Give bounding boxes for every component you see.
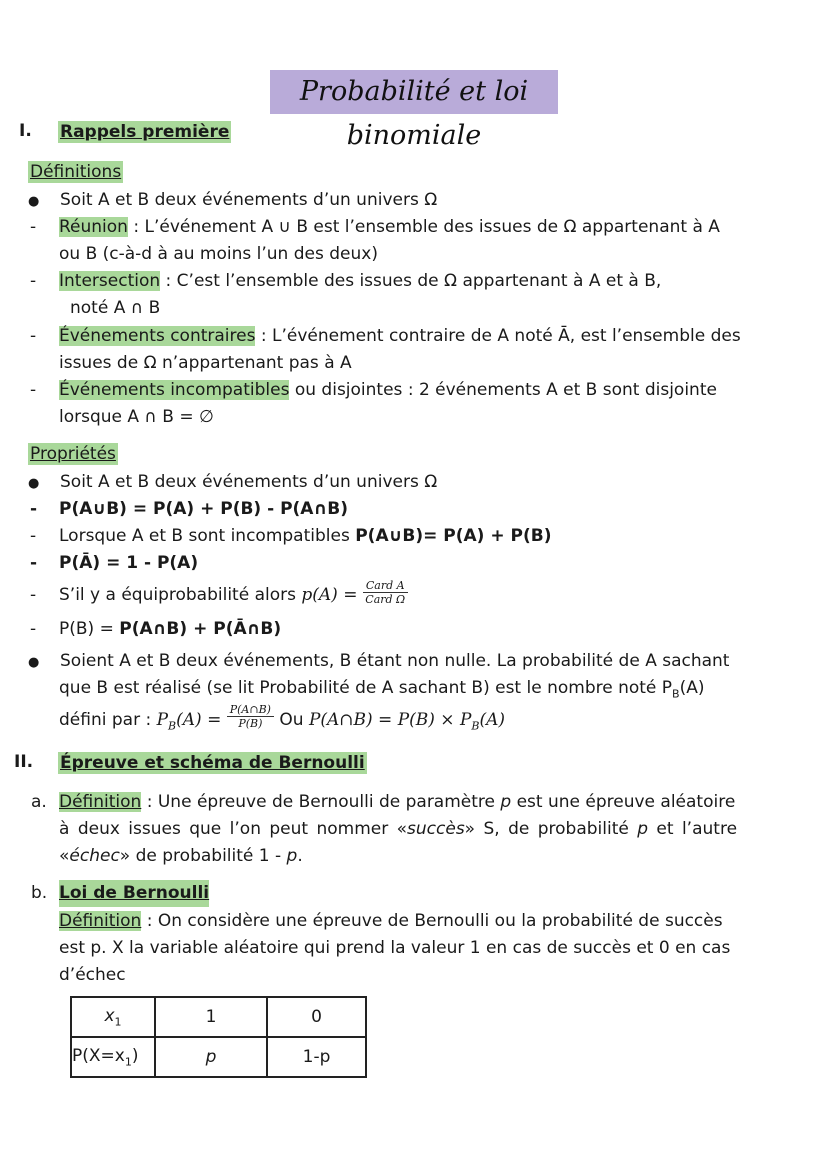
- prob-label-text: P(X=x: [72, 1045, 125, 1066]
- bernoulli-b-text-1: : On considère une épreuve de Bernoulli ou la probabilité de succès: [141, 911, 723, 931]
- bullet-icon: ●: [28, 476, 40, 491]
- dash-icon: -: [30, 326, 37, 346]
- card-fraction: [363, 579, 408, 606]
- prob-label-subscript: 1: [124, 1055, 132, 1069]
- dash-icon: -: [30, 619, 37, 639]
- prop-line-univers: [28, 469, 438, 497]
- incompatibles-prop-text: Lorsque A et B sont incompatibles: [59, 526, 356, 546]
- bernoulli-a-text-1: : Une épreuve de Bernoulli de paramètre: [141, 792, 501, 812]
- table-row: [71, 997, 366, 1037]
- x-label: x: [104, 1005, 115, 1026]
- contraires-continuation: issues de Ω n’appartenant pas à A: [59, 353, 352, 373]
- def-univers-text: Soit A et B deux événements d’un univers Ω: [60, 190, 438, 210]
- pb-symbol: P: [156, 710, 169, 730]
- bernoulli-b-line-2: est p. X la variable aléatoire qui prend la valeur 1 en cas de succès et 0 en cas: [59, 938, 731, 958]
- conditional-subscript: B: [672, 687, 680, 701]
- bullet-icon: ●: [28, 194, 40, 209]
- bernoulli-b-heading-line: [31, 880, 210, 907]
- pb-subscript: B: [168, 719, 177, 733]
- incompatibles-continuation: lorsque A ∩ B = ∅: [59, 407, 214, 427]
- total-prob-rhs: P(A∩B) + P(Ā∩B): [119, 619, 282, 639]
- param-p: p: [500, 792, 512, 812]
- contraires-term: Événements contraires: [59, 326, 256, 346]
- bernoulli-a-text-3c: .: [297, 846, 303, 866]
- conditional-line-2: [59, 675, 705, 707]
- bernoulli-b-title: Loi de Bernoulli: [59, 880, 209, 907]
- incompatibles-term: Événements incompatibles: [59, 380, 290, 400]
- section-2-number: II.: [14, 752, 34, 772]
- union-formula: P(A∪B) = P(A) + P(B) - P(A∩B): [59, 499, 348, 519]
- echec-word: échec: [69, 846, 120, 866]
- product-formula-end: (A): [479, 710, 506, 730]
- x-subscript: 1: [114, 1015, 122, 1029]
- table-cell-1-p: 1-p: [267, 1037, 366, 1077]
- param-p-2: p: [637, 819, 649, 839]
- complement-formula: P(Ā) = 1 - P(A): [59, 553, 199, 573]
- bernoulli-b-term: Définition: [59, 911, 142, 931]
- contraires-text: : L’événement contraire de A noté Ā, est l’ensemble des: [255, 326, 741, 346]
- product-formula: P(A∩B) = P(B) × P: [308, 710, 472, 730]
- intersection-text: : C’est l’ensemble des issues de Ω appartenant à A et à B,: [160, 271, 662, 291]
- param-p-3: p: [286, 846, 298, 866]
- table-row: [71, 1037, 366, 1077]
- conditional-text-2: que B est réalisé (se lit Probabilité de A sachant B) est le nombre noté P: [59, 678, 673, 698]
- bernoulli-a-text-3a: «: [59, 846, 70, 866]
- table-header-1: 1: [155, 997, 267, 1037]
- table-header-0: 0: [267, 997, 366, 1037]
- bernoulli-a-text-2b: » S, de probabilité: [464, 819, 638, 839]
- prop-line-total-probability: [30, 616, 282, 643]
- bernoulli-a-text-2c: et l’autre: [648, 819, 738, 839]
- bernoulli-table: [70, 996, 367, 1078]
- dash-icon: -: [30, 585, 37, 605]
- bernoulli-a-text-2: à deux issues que l’on peut nommer «: [59, 819, 408, 839]
- incompatibles-text: ou disjointes : 2 événements A et B sont disjointe: [289, 380, 717, 400]
- prop-line-complement: [30, 550, 199, 577]
- def-line-univers: [28, 187, 438, 215]
- product-subscript: B: [471, 719, 480, 733]
- pb-a-equals: (A) =: [176, 710, 227, 730]
- table-header-x: [71, 997, 155, 1037]
- bernoulli-a-text-1b: est une épreuve aléatoire: [511, 792, 736, 812]
- section-1-title: Rappels première: [60, 122, 230, 142]
- conditional-numerator: P(A∩B): [227, 703, 274, 717]
- table-prob-label: [71, 1037, 155, 1077]
- properties-heading: Propriétés: [30, 444, 116, 464]
- table-cell-p: [155, 1037, 267, 1077]
- conditional-denominator: P(B): [238, 716, 263, 730]
- item-a-letter: a.: [31, 792, 47, 812]
- conditional-pba: (A): [679, 678, 705, 698]
- card-denominator: Card Ω: [365, 592, 406, 606]
- dash-icon: -: [30, 553, 38, 573]
- equiprobability-pa: p(A): [301, 585, 338, 605]
- bernoulli-b-line-3: d’échec: [59, 965, 126, 985]
- p-value: p: [205, 1047, 217, 1067]
- dash-icon: -: [30, 526, 37, 546]
- reunion-term: Réunion: [59, 217, 128, 237]
- def-line-intersection: [30, 268, 662, 295]
- def-line-incompatibles: [30, 377, 717, 404]
- bullet-icon: ●: [28, 655, 40, 670]
- def-line-contraires: [30, 323, 741, 350]
- card-numerator: Card A: [363, 579, 408, 593]
- equiprobability-equals: =: [337, 585, 363, 605]
- defini-par-text: défini par :: [59, 710, 157, 730]
- ou-text: Ou: [273, 710, 309, 730]
- section-1-number: I.: [19, 121, 32, 141]
- bernoulli-a-line-2: [59, 816, 737, 843]
- reunion-continuation: ou B (c-à-d à au moins l’un des deux): [59, 244, 378, 264]
- dash-icon: -: [30, 217, 37, 237]
- section-2-title: Épreuve et schéma de Bernoulli: [60, 753, 365, 773]
- dash-icon: -: [30, 271, 37, 291]
- succes-word: succès: [407, 819, 465, 839]
- prob-label-end: ): [131, 1045, 139, 1066]
- total-prob-lhs: P(B) =: [59, 619, 120, 639]
- intersection-continuation: noté A ∩ B: [70, 298, 161, 318]
- dash-icon: -: [30, 499, 38, 519]
- page-title: Probabilité et loi binomiale: [270, 70, 558, 114]
- reunion-text: : L’événement A ∪ B est l’ensemble des issues de Ω appartenant à A: [127, 217, 720, 237]
- bernoulli-a-line-1: [31, 789, 736, 816]
- conditional-fraction: [227, 703, 274, 730]
- prop-line-incompatibles: [30, 523, 552, 550]
- prop-line-union-formula: [30, 496, 348, 523]
- prop-line-conditional: [28, 648, 730, 676]
- bernoulli-b-line-1: [59, 908, 723, 935]
- conditional-text-1: Soient A et B deux événements, B étant non nulle. La probabilité de A sachant: [60, 651, 730, 671]
- intersection-term: Intersection: [59, 271, 161, 291]
- def-line-reunion: [30, 214, 720, 241]
- bernoulli-a-term: Définition: [59, 792, 142, 812]
- equiprobability-text: S’il y a équiprobabilité alors: [59, 585, 302, 605]
- conditional-line-3: [59, 702, 506, 739]
- definitions-heading: Définitions: [30, 162, 122, 182]
- incompatibles-prop-formula: P(A∪B)= P(A) + P(B): [355, 526, 552, 546]
- prop-line-equiprobability: [30, 578, 406, 609]
- dash-icon: -: [30, 380, 37, 400]
- bernoulli-a-line-3: [59, 843, 303, 870]
- bernoulli-a-text-3b: » de probabilité 1 -: [119, 846, 287, 866]
- item-b-letter: b.: [31, 883, 48, 903]
- prop-univers-text: Soit A et B deux événements d’un univers Ω: [60, 472, 438, 492]
